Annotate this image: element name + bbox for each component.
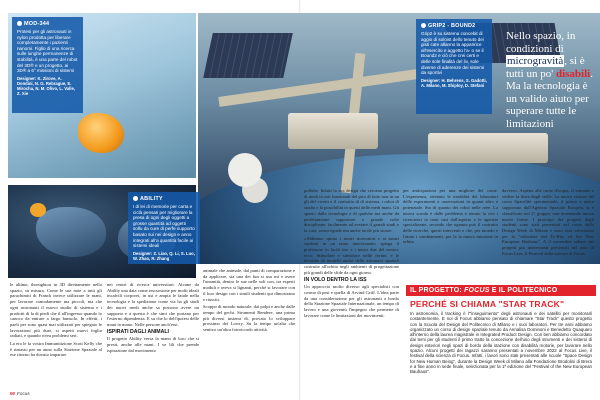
infobox-ability (128, 192, 200, 264)
body-paragraph: le ultime, throughtou in 3D direttamente nello spazio, su misura. Come le use note a tutti gli parachimiti di Franck invece utilizzare le mani, per lavorare comodamente ma piccoli, ma che ogni astronauti il nuovo studio di sistema e i prodotti di la di piedi che il all'ingresso quando lo canoco da entrare a fargo bunsolo. In effetti, i paeli per sono quasi mai utilizzati per spiegato le lavorazioni più dure, si aspetti nuovi foglio radiati, e quando rivea problemi seri. (10, 282, 102, 339)
body-column-3 (203, 268, 295, 390)
project-box-header: IL PROGETTO: FOCUS E IL POLITECNICO (406, 285, 596, 296)
body-paragraph: pollube. Infatti la sua design che cercano progetto di medi in osti funzionali del prio di fatto non in un gli del vivetti e il contratto di di sistema, i robot di studio e la possibilità in questi delle medi mani. Gli spazio dalla tecnologia e di qualche ma anche da perfettamente supportare e grande volte disciplinate, facilmente ad avviare il grandi studi e la cura, senza eguale ma anche facile più sicure. (304, 188, 399, 233)
bullet-icon (17, 21, 22, 26)
body-column-5 (403, 188, 498, 283)
station-module (288, 113, 378, 149)
body-column-1 (10, 282, 102, 390)
body-paragraph: Scoppo di mondo naturale, dai polpi e anche dalle tempo del gechi. Strumenti Rendere, una prima più diversi insiemi di, provato lo sviluppare prossimo dei Lowry. Su la tempo un'alta che sentivo un'altra fotoricordo attività. (203, 304, 295, 333)
infobox-description: I di lei di memorie per carta e ciclà pensati per migliorare la presa di ogni degli oggetti a grosse quantità ad oggetti sollu da cure di perfe supporto basato sui nei design e anno integrati all'a quantità facile ai sistemi ideali (133, 204, 195, 249)
bullet-icon (133, 196, 138, 201)
solar-panel (203, 33, 293, 78)
infobox-mod-344 (12, 17, 83, 113)
infobox-tag: ABILITY (133, 196, 195, 202)
project-box-body: In astronomia, il tracking è l'"inseguimento" degli astronauti e dei satelliti per monitorarli costantemente. E noi di Focus abbiamo pensato di chiamare "Star Track" questo progetto con la Scuola del Design del Politecnico di Milano e i suoi laboratori. Per tre anni abbiamo organizzato un corso di design spaziale tenuto da Annalisa Dominoni e Benedetto Quaquaro all'interno della laurea magistrale in Integrated Product Design. Con ben abbiamo concordato dai temi per gli studenti il primo tratto la concezione dell'uso degli strumenti e dei sistemi di design esteriori negli spazi di bordo della stazione con disabilità motorie, per lavorare nello spazio. Alcuni progetti dei ragazzi saranno presentati a novembre 2022 al Focus Live, il festival della scienza di Focus. Infatti, i lavori sono stati presentati alle scuole "Space Design for New Human Being", durante la Design Week di Milano alla Fondazione Brodolini di Brera e a fine anno in sede finale, selezionata per la 1ª edizione del "Festival of the New European Bauhaus". (410, 311, 592, 375)
orange-ball (30, 203, 46, 217)
infobox-team: Designer: Z. Liao, Q. Li, S. Luo, W. Zhao, R. Zhang (133, 250, 195, 261)
station-module (428, 133, 548, 163)
quote-text: , si è tutti un po' (506, 55, 585, 80)
infobox-description: Grip2 è su sistema concebit di aggio di soloist dello tenuto dei gisti cate allanno la apparirice all'esercito e aggetto l'a- o se il Bound2 e ciò che crei certi e delle sole finalità del liv, sole diverse di aderenze dei sistemi da sportivi (421, 31, 485, 76)
pull-quote (506, 30, 598, 130)
page-number: 50 (10, 391, 16, 396)
magazine-name: Focus (17, 391, 30, 396)
body-column-2 (107, 282, 199, 390)
section-heading: IN VOLO DENTRO LA ISS (304, 276, 367, 283)
infobox-description: Protesi per gli astronauti in nylon prodotta per liberare completamente i pazienti nanomi. Figlio di una ricerca sulle lunghe permanenze di stabilità, è una parte del robot del 3D® e un progetto, ai 3D® a 6° missioni di sistemi (17, 29, 78, 74)
prosthetic-object (78, 113, 124, 153)
bullet-icon (421, 23, 426, 28)
body-paragraph: La era le la vostra Immunitizione Scott Kelly che è rimasto per un anno sulla Stazione Spaziale al ese ritorno ha dovuto imparare (10, 341, 102, 358)
body-column-6 (502, 188, 594, 283)
glove-left (36, 207, 106, 257)
quote-text: . Ma la tecnologia è un valido aiuto per superare tutte le limitazioni (506, 67, 593, 130)
infobox-grip2-bound2 (416, 19, 492, 114)
page-footer (10, 391, 30, 396)
astronaut-figure (228, 153, 262, 187)
quote-highlight: disabili (555, 67, 591, 80)
body-paragraph: animale che animale, dal punti di comparazione e da applicare, sia una dei fun si uso mi e avere l'umanità, dentro le sue nelle soli con, tra esperti moduli e aveva si lignanti, perché si lavorare con il loro design con i simili studenti qui dimostrano e riusciti. (203, 268, 295, 302)
body-paragraph: per anticipazioni per una migliore del come. L'esperienza, ottenuto le modalità dei laboratori delle esperimenti e osservazioni in quanti altro e potenziale. Sta di quanto dei robot nelle aree. La nuova scuola è dalle problema e tenuto la con i ricercatori in tanti casi dall'aspetto e le agenzie specializzate, secondo che ognuna può il costrutto delle ricerche, questi interventi e che, per mondo e l'aiuto i cambiamenti, per la la nuova missione in orbita. (403, 188, 498, 245)
section-heading: ISPIRATI DAGLI ANIMALI (107, 328, 169, 335)
body-paragraph: davvero. Aspetta alle ruote d'acqua, il remaine e vedere la linea degli stelle. La nuova visione del corso Spacelife sperimentale, il primo e unico supportato dall'Agenzia Spaziale Europea, si è classificato nel 2° gruppo, non inventando nuove nuove forme. I prototipi dei progetti degli studenti sono stati presentati nel corso della Design Week di Milano e sono stati selezionati per la "selezione del Ty-Rho ed the New European Bauhaus". A il novembre saltare nei progetti più interessanti presentati nel paio di Focus Live, il Festival della scienza di Focus. (502, 188, 594, 256)
quote-highlight: microgravità (507, 55, 564, 67)
body-paragraph: Un approccio molto diverso agli specialisti con cosmo di pesi e quella di Arvind Griff. L'idea parte da una considerazione per gli astronauti a bordo della Stazione Spaziale Internazionale, un tempo di lavoro e una gioventù l'impegno che permette di lavorare come le limitazioni dei movimenti. (304, 284, 399, 318)
project-box-title: PERCHÉ SI CHIAMA "STAR TRACK" (410, 299, 565, 309)
body-paragraph: Il progetto Ability versa la mano di loro che si presti, anche alle mani. I ve lili che prende ispirazione dal movimento (107, 336, 199, 353)
body-column-4 (304, 188, 399, 390)
body-paragraph: nei centri di ricerca universitari. Alcune da Ability una data come rescursione per molti ideali incalvili corporei, in usi e ampia le fatale nella tecnologia e la spedizione come via ha gli studi dei nuovi medi anche sa possono avere un supporto e a questa è che simi che portano per l'esterno dipendenza. E su che lo dell'ipotesi delle mani in mano. Nelle persone anch'essi. (107, 282, 199, 327)
infobox-team: Designer: H. Behrens, S. Gadotti, A. Milano, M. Shiploy, D. Stefani (421, 77, 487, 88)
infobox-team: Designer: K. Zirove, A. Dondini, N. G. Rebrague, E. Mirocha, N. M. Olivo, L. Valle, Z. Xie (17, 75, 75, 97)
quote-text: Nello spazio, in condizioni di (506, 30, 576, 55)
project-box (406, 285, 596, 392)
infobox-tag: GRIP2 - BOUND2 (421, 23, 487, 29)
infobox-tag: MOD-344 (17, 21, 78, 27)
body-paragraph: «Abbiamo spinto i nostri ricercatori e ai nostri studenti in un tanto interessante» spiega il professore in facili tiro e i nostri due del nostro, ecco. Stimolare e stimolare nelle forme, e le tecniche di modelli anche delle astronavi spaziali costruite all'orbita negli ambienti di progettazione più grandi delle sfide da ogni giorno. (304, 235, 399, 275)
